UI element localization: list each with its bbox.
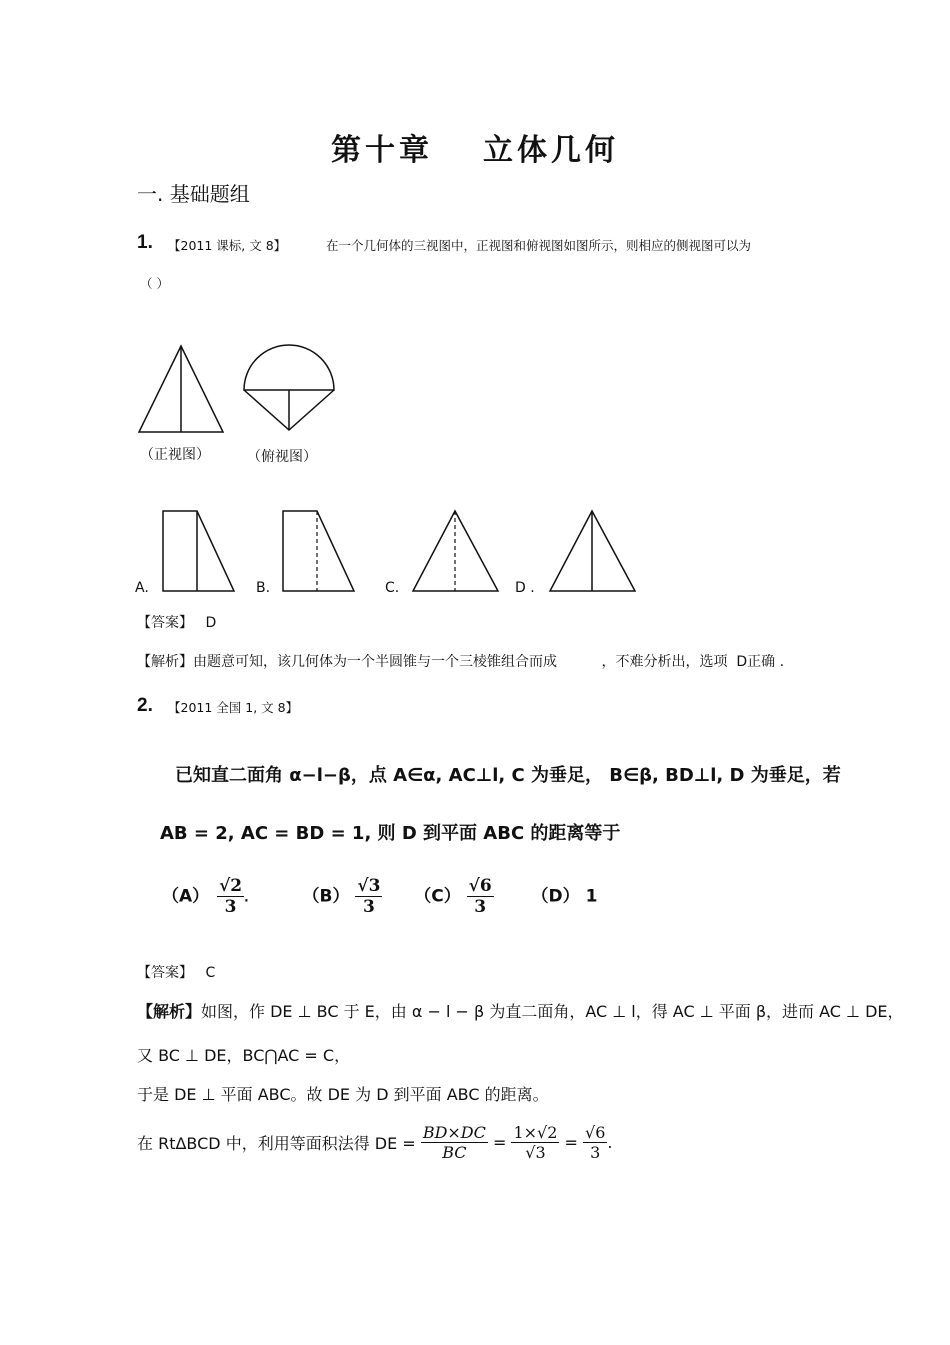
choice-b-fraction: $\frac{√3}{3}$	[357, 876, 381, 917]
choice-a-label: （A）	[162, 886, 210, 907]
q2-analysis-label: 【解析】	[137, 1002, 202, 1021]
q2-analysis-line3: 于是 DE ⊥ 平面 ABC。故 DE 为 D 到平面 ABC 的距离。	[137, 1085, 549, 1104]
q1-number: 1.	[137, 232, 153, 253]
choice-c-label: （C）	[414, 886, 461, 907]
q1-analysis	[137, 651, 784, 671]
choice-b-label: （B）	[302, 886, 350, 907]
top-view-caption: （俯视图）	[247, 449, 317, 465]
front-view-caption: （正视图）	[140, 447, 210, 463]
option-b-label: B.	[256, 580, 271, 596]
top-view-figure	[240, 342, 340, 437]
choice-c-fraction: $\frac{√6}{3}$	[468, 876, 492, 917]
choice-d-value: 1	[585, 886, 598, 907]
fraction-root6-over-3: $\frac{√6}{3}$	[585, 1123, 606, 1162]
option-d-figure	[547, 508, 639, 594]
fraction-bd-dc-over-bc: $\frac{BD\times DC}{BC}$	[422, 1123, 486, 1162]
q1-answer-label: 【答案】	[137, 615, 193, 631]
q2-analysis-text1: 如图，作 DE ⊥ BC 于 E，由 α − l − β 为直二面角，AC ⊥ l，得 AC ⊥ 平面 β，进而 AC ⊥ DE，	[201, 1002, 904, 1021]
q1-analysis-label: 【解析】	[137, 654, 193, 670]
chapter-title	[0, 125, 950, 169]
section-heading: 一. 基础题组	[137, 182, 250, 206]
chapter-title-left: 第十章	[331, 133, 433, 168]
fraction-1-root2-over-root3: $\frac{1\times√2}{√3}$	[513, 1123, 558, 1162]
q1-answer-value: D	[205, 615, 217, 631]
line4-prefix: 在 RtΔBCD 中，利用等面积法得 DE =	[137, 1134, 416, 1153]
q2-analysis-line1	[137, 999, 904, 1022]
option-a-figure	[160, 508, 238, 594]
q2-number: 2.	[137, 695, 153, 716]
chapter-title-right: 立体几何	[483, 133, 619, 168]
q1-analysis-text: 由题意可知，该几何体为一个半圆锥与一个三棱锥组合而成 ，不难分析出，选项 D正确 .	[193, 654, 785, 670]
option-a-label: A.	[135, 580, 149, 596]
q2-analysis-line4: 在 RtΔBCD 中，利用等面积法得 DE = $\frac{BD\times DC}{BC}$ = $\frac{1\times√2}{√3}$ = $\frac{√6}{3}$ .	[137, 1123, 613, 1162]
option-b-figure	[280, 508, 358, 594]
q2-stem-line2: AB = 2, AC = BD = 1, 则 D 到平面 ABC 的距离等于	[160, 823, 621, 844]
q1-stem: 在一个几何体的三视图中，正视图和俯视图如图所示，则相应的侧视图可以为	[326, 238, 752, 253]
q2-analysis-line2: 又 BC ⊥ DE，BC⋂AC = C，	[137, 1046, 351, 1065]
q2-answer-value: C	[205, 965, 216, 981]
q1-tag: 【2011 课标, 文 8】	[168, 238, 287, 253]
q1-paren: （ ）	[140, 276, 169, 291]
q2-answer	[137, 962, 215, 982]
option-c-label: C.	[385, 580, 400, 596]
choice-a-fraction: $\frac{√2}{3}$	[219, 876, 243, 917]
q2-answer-label: 【答案】	[137, 965, 193, 981]
q2-stem-line1: 已知直二面角 α−l−β，点 A∈α, AC⊥l, C 为垂足， B∈β, BD⊥l, D 为垂足，若	[175, 765, 841, 786]
front-view-figure	[135, 342, 230, 437]
choice-d-label: （D）	[531, 886, 580, 907]
option-c-figure	[410, 508, 502, 594]
q2-choices: （A） $\frac{√2}{3}$ . （B） $\frac{√3}{3}$ （C） $\frac{√6}{3}$ （D） 1	[162, 876, 598, 917]
q1-answer	[137, 612, 216, 632]
q2-tag: 【2011 全国 1, 文 8】	[168, 700, 299, 715]
option-d-label: D .	[515, 580, 535, 596]
